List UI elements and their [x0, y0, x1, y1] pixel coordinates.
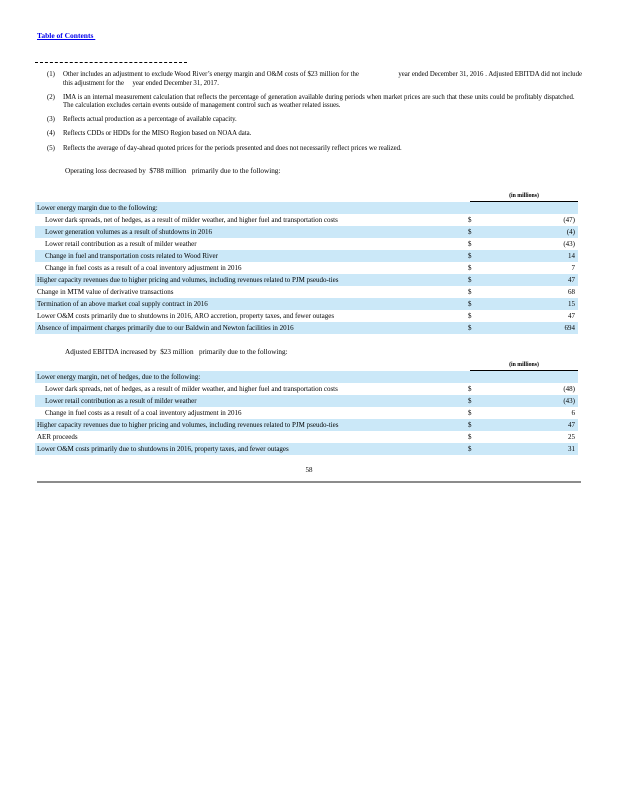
table-header — [35, 356, 578, 371]
table-row — [35, 407, 578, 419]
table-row — [35, 202, 578, 214]
table-row — [35, 371, 578, 383]
footnote-number: (3) — [47, 116, 55, 124]
currency-symbol: $ — [468, 264, 472, 272]
currency-symbol: $ — [468, 397, 472, 405]
row-label: Change in fuel costs as a result of a coal inventory adjustment in 2016 — [45, 409, 242, 417]
currency-symbol: $ — [468, 276, 472, 284]
row-value: 6 — [571, 409, 575, 417]
footnote-number: (5) — [47, 144, 55, 152]
row-label: Absence of impairment charges primarily due to our Baldwin and Newton facilities in 2016 — [37, 324, 294, 332]
footnote-text: Reflects CDDs or HDDs for the MISO Region based on NOAA data. — [63, 130, 252, 138]
row-label: Lower O&M costs primarily due to shutdowns in 2016, property taxes, and fewer outages — [37, 445, 289, 453]
row-label: Change in MTM value of derivative transactions — [37, 288, 174, 296]
table-header — [35, 187, 578, 202]
row-value: 31 — [568, 445, 575, 453]
table-row — [35, 286, 578, 298]
footnote-separator-rule — [35, 62, 187, 63]
table-row — [35, 443, 578, 455]
footnote — [47, 145, 582, 154]
row-label: AER proceeds — [37, 433, 78, 441]
page-number: 58 — [305, 466, 313, 474]
table-body — [35, 202, 578, 334]
table-row — [35, 310, 578, 322]
footnote — [47, 116, 582, 125]
row-value — [482, 202, 578, 214]
table-of-contents-link[interactable]: Table of Contents — [37, 31, 96, 40]
row-label: Higher capacity revenues due to higher pricing and volumes, including revenues related to PJM pseudo-ties — [37, 276, 339, 284]
currency-symbol: $ — [468, 300, 472, 308]
adjusted-ebitda-table — [35, 356, 578, 455]
row-label: Higher capacity revenues due to higher pricing and volumes, including revenues related to PJM pseudo-ties — [37, 421, 339, 429]
currency-symbol: $ — [468, 288, 472, 296]
row-label: Change in fuel costs as a result of a coal inventory adjustment in 2016 — [45, 264, 242, 272]
row-value: (43) — [563, 240, 575, 248]
page-bottom-rule — [37, 481, 581, 483]
footnote-text: Reflects actual production as a percentage of available capacity. — [63, 116, 237, 124]
table-row — [35, 274, 578, 286]
row-label: Lower retail contribution as a result of milder weather — [45, 240, 197, 248]
row-value: 47 — [568, 276, 575, 284]
currency-symbol: $ — [468, 324, 472, 332]
row-value: 47 — [568, 312, 575, 320]
row-label: Lower O&M costs primarily due to shutdowns in 2016, ARO accretion, property taxes, and fewer outages — [37, 312, 335, 320]
row-value — [482, 371, 578, 383]
currency-symbol: $ — [468, 385, 472, 393]
row-value: (47) — [563, 216, 575, 224]
row-label: Lower dark spreads, net of hedges, as a result of milder weather, and higher fuel and transportation costs — [45, 385, 338, 393]
currency-symbol: $ — [468, 409, 472, 417]
currency-symbol: $ — [468, 421, 472, 429]
row-label: Lower dark spreads, net of hedges, as a result of milder weather, and higher fuel and transportation costs — [45, 216, 338, 224]
row-value: 7 — [571, 264, 575, 272]
footnote-list — [47, 71, 582, 159]
row-label: Lower energy margin due to the following: — [37, 204, 158, 212]
row-label: Termination of an above market coal supply contract in 2016 — [37, 300, 208, 308]
footnote — [47, 94, 582, 111]
currency-symbol: $ — [468, 216, 472, 224]
units-label: (in millions) — [470, 193, 578, 202]
row-value: 25 — [568, 433, 575, 441]
row-value: 14 — [568, 252, 575, 260]
row-label: Lower energy margin, net of hedges, due to the following: — [37, 373, 201, 381]
row-value: (48) — [563, 385, 575, 393]
footnote — [47, 130, 582, 139]
row-value: 15 — [568, 300, 575, 308]
table-row — [35, 250, 578, 262]
footnote-text: Reflects the average of day-ahead quoted prices for the periods presented and does not necessarily reflect prices we realized. — [63, 144, 402, 152]
adjusted-ebitda-intro: Adjusted EBITDA increased by $23 million primarily due to the following: — [65, 348, 288, 356]
currency-symbol — [468, 202, 482, 214]
currency-symbol: $ — [468, 433, 472, 441]
table-row — [35, 262, 578, 274]
operating-loss-intro: Operating loss decreased by $788 million primarily due to the following: — [65, 167, 281, 175]
table-row — [35, 226, 578, 238]
table-row — [35, 431, 578, 443]
row-value: (43) — [563, 397, 575, 405]
row-value: 694 — [564, 324, 575, 332]
footnote-number: (4) — [47, 130, 55, 138]
operating-loss-table — [35, 187, 578, 334]
table-row — [35, 395, 578, 407]
table-body — [35, 371, 578, 455]
units-label: (in millions) — [470, 362, 578, 371]
row-value: 68 — [568, 288, 575, 296]
currency-symbol — [468, 371, 482, 383]
table-row — [35, 419, 578, 431]
table-row — [35, 322, 578, 334]
row-label: Lower retail contribution as a result of milder weather — [45, 397, 197, 405]
footnote — [47, 71, 582, 88]
row-label: Change in fuel and transportation costs related to Wood River — [45, 252, 218, 260]
currency-symbol: $ — [468, 228, 472, 236]
currency-symbol: $ — [468, 445, 472, 453]
currency-symbol: $ — [468, 240, 472, 248]
table-row — [35, 214, 578, 226]
table-row — [35, 238, 578, 250]
row-value: 47 — [568, 421, 575, 429]
footnote-text: IMA is an internal measurement calculation that reflects the percentage of generation available during periods when market prices are such that these units could be profitably dispatched. The calculation excludes certain events outside of management control such as weather related issues. — [63, 93, 582, 110]
row-label: Lower generation volumes as a result of shutdowns in 2016 — [45, 228, 212, 236]
currency-symbol: $ — [468, 252, 472, 260]
footnote-number: (1) — [47, 71, 55, 78]
footnote-number: (2) — [47, 93, 55, 101]
table-row — [35, 383, 578, 395]
currency-symbol: $ — [468, 312, 472, 320]
row-value: (4) — [566, 228, 575, 236]
footnote-text: Other includes an adjustment to exclude Wood River’s energy margin and O&M costs of $23 million for the year ended December 31, 2016 . Adjusted EBITDA did not include this adjustment for the year ended December 31, 2017. — [63, 71, 582, 87]
table-row — [35, 298, 578, 310]
